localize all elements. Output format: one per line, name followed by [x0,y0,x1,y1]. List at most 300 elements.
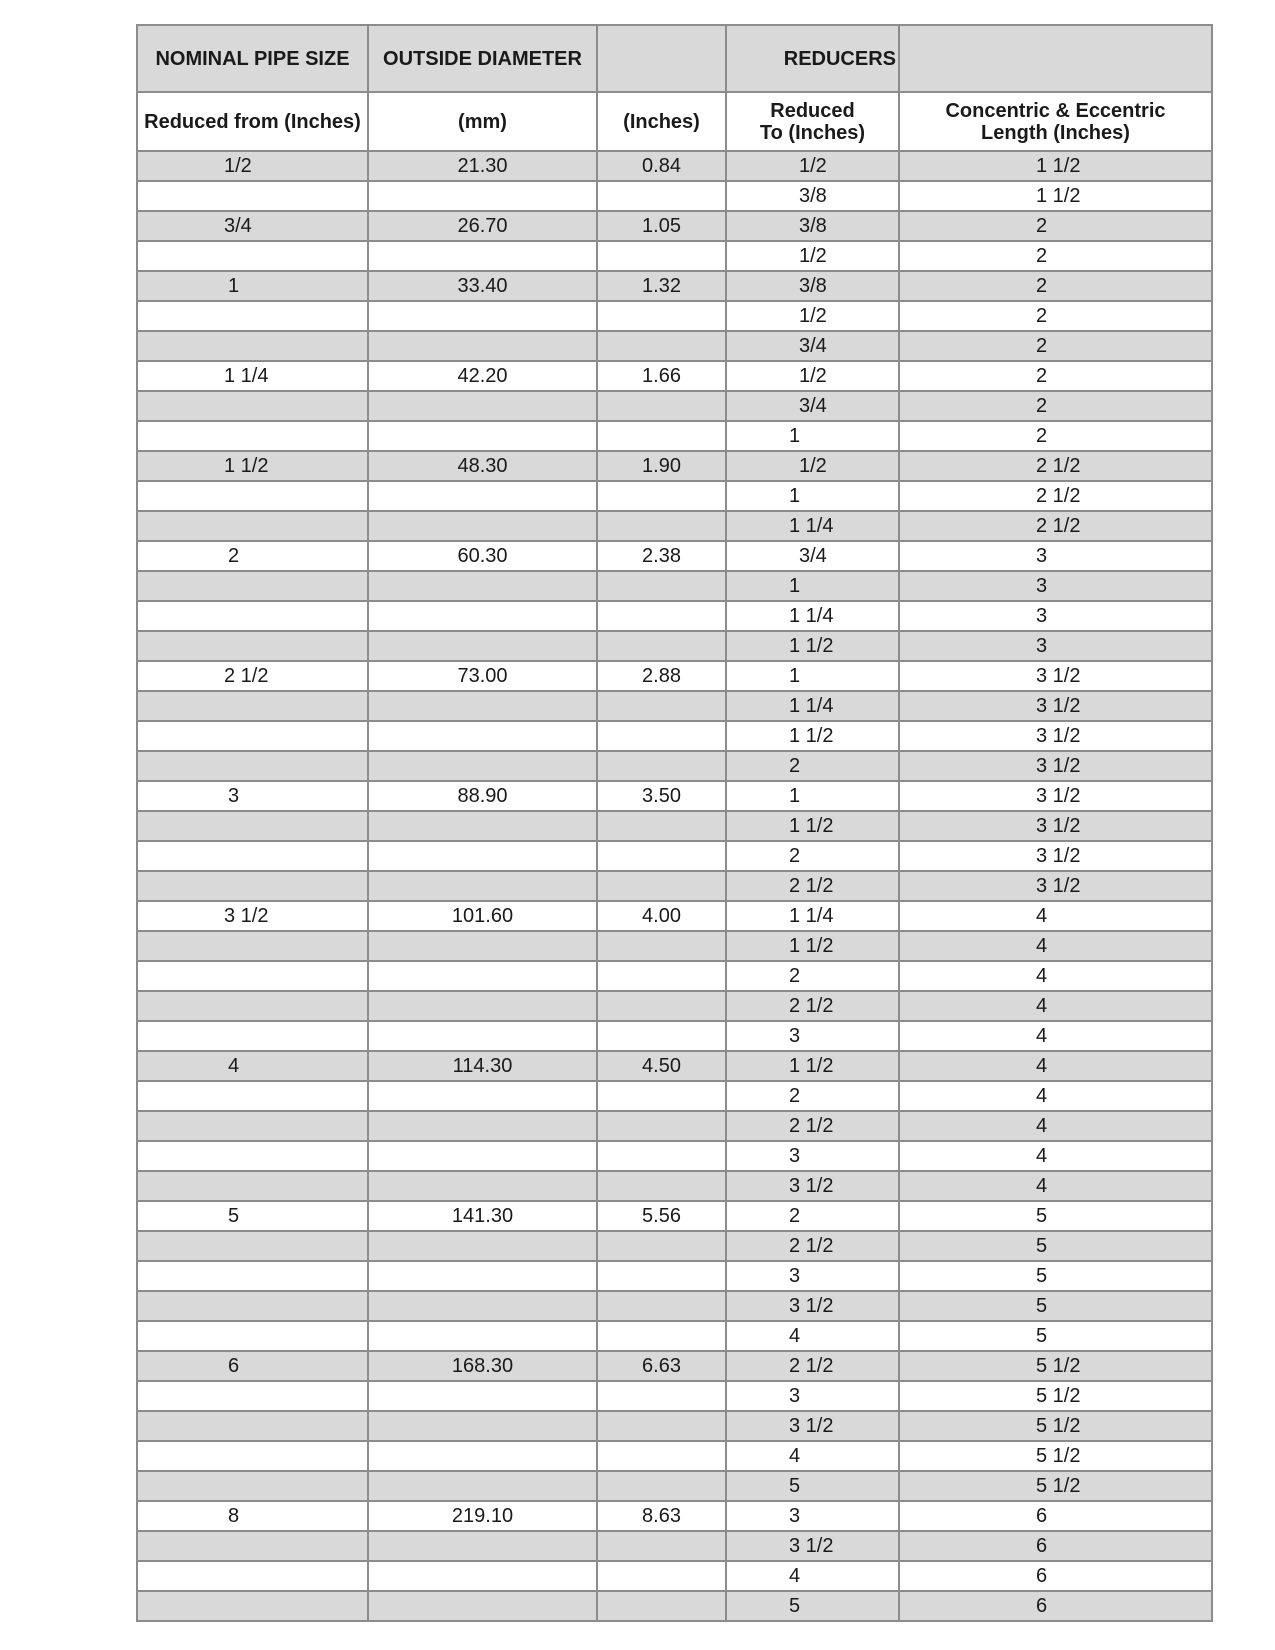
cell-od-inches: 1.05 [597,211,726,241]
cell-length: 3 [899,571,1212,601]
cell-length: 3 1/2 [899,751,1212,781]
table-row [137,991,1212,1021]
cell-reduced-from: 6 [137,1351,368,1381]
cell-od-inches [597,1471,726,1501]
cell-od-inches [597,1111,726,1141]
cell-od-mm [368,331,597,361]
cell-reduced-from [137,931,368,961]
cell-od-inches [597,421,726,451]
cell-length: 3 [899,601,1212,631]
cell-reduced-to: 3/4 [726,391,899,421]
cell-reduced-from [137,1471,368,1501]
table-row [137,1441,1212,1471]
table-row [137,481,1212,511]
cell-od-inches [597,961,726,991]
cell-od-mm: 88.90 [368,781,597,811]
cell-reduced-from: 1 1/2 [137,451,368,481]
table-row [137,1591,1212,1621]
table-row [137,571,1212,601]
cell-reduced-to: 3/4 [726,331,899,361]
cell-od-inches [597,691,726,721]
cell-reduced-from [137,301,368,331]
cell-length: 3 1/2 [899,721,1212,751]
cell-od-mm [368,1531,597,1561]
cell-od-mm [368,721,597,751]
cell-od-inches: 2.88 [597,661,726,691]
table-row [137,1561,1212,1591]
cell-length: 5 [899,1231,1212,1261]
cell-length: 5 [899,1321,1212,1351]
cell-reduced-from [137,1321,368,1351]
table-row [137,271,1212,301]
cell-od-mm: 114.30 [368,1051,597,1081]
cell-reduced-to: 2 1/2 [726,1231,899,1261]
cell-od-inches [597,1531,726,1561]
table-row [137,1411,1212,1441]
cell-od-inches: 4.00 [597,901,726,931]
table-row [137,1531,1212,1561]
cell-od-mm [368,1441,597,1471]
header-outside-diameter: OUTSIDE DIAMETER [368,25,597,92]
cell-reduced-from [137,1171,368,1201]
cell-reduced-to: 2 [726,1201,899,1231]
cell-reduced-to: 1/2 [726,151,899,181]
cell-od-inches: 0.84 [597,151,726,181]
cell-od-inches [597,391,726,421]
cell-reduced-from: 1 1/4 [137,361,368,391]
table-row [137,421,1212,451]
cell-od-inches [597,511,726,541]
cell-reduced-from [137,241,368,271]
table-row [137,211,1212,241]
cell-reduced-to: 1 1/2 [726,631,899,661]
cell-od-mm [368,1111,597,1141]
cell-reduced-from: 3 1/2 [137,901,368,931]
cell-reduced-to: 3 [726,1021,899,1051]
cell-length: 2 [899,391,1212,421]
header-length: Concentric & Eccentric Length (Inches) [899,92,1212,151]
table-row [137,331,1212,361]
table-row [137,541,1212,571]
cell-od-mm [368,1021,597,1051]
cell-od-inches [597,811,726,841]
cell-od-inches [597,1441,726,1471]
table-row [137,451,1212,481]
cell-od-mm [368,481,597,511]
cell-reduced-from: 4 [137,1051,368,1081]
table-row [137,1141,1212,1171]
cell-od-inches [597,181,726,211]
cell-reduced-to: 3/4 [726,541,899,571]
cell-od-mm [368,601,597,631]
cell-length: 3 [899,631,1212,661]
cell-reduced-from [137,571,368,601]
table-row [137,751,1212,781]
cell-reduced-to: 2 1/2 [726,871,899,901]
cell-length: 4 [899,961,1212,991]
header-reduced-to: Reduced To (Inches) [726,92,899,151]
table-row [137,151,1212,181]
cell-length: 3 1/2 [899,691,1212,721]
cell-od-inches: 8.63 [597,1501,726,1531]
cell-od-mm [368,1291,597,1321]
table-row [137,781,1212,811]
cell-reduced-from [137,1381,368,1411]
cell-reduced-to: 1 1/4 [726,601,899,631]
cell-od-mm: 219.10 [368,1501,597,1531]
cell-od-inches [597,331,726,361]
cell-od-mm: 48.30 [368,451,597,481]
cell-reduced-to: 4 [726,1441,899,1471]
cell-reduced-from [137,181,368,211]
cell-od-mm: 141.30 [368,1201,597,1231]
header-row-2 [137,92,1212,151]
table-row [137,901,1212,931]
cell-od-mm [368,1171,597,1201]
cell-reduced-to: 1/2 [726,361,899,391]
cell-od-inches [597,1381,726,1411]
cell-reduced-to: 3 1/2 [726,1411,899,1441]
cell-od-mm: 21.30 [368,151,597,181]
cell-reduced-from [137,421,368,451]
cell-reduced-from [137,391,368,421]
cell-length: 1 1/2 [899,151,1212,181]
cell-reduced-from [137,691,368,721]
cell-length: 6 [899,1531,1212,1561]
cell-od-mm [368,991,597,1021]
cell-length: 5 [899,1291,1212,1321]
cell-length: 4 [899,1081,1212,1111]
cell-od-inches [597,931,726,961]
cell-od-inches [597,571,726,601]
cell-od-mm: 33.40 [368,271,597,301]
cell-reduced-to: 1/2 [726,451,899,481]
table-row [137,931,1212,961]
cell-reduced-to: 2 [726,751,899,781]
cell-od-inches: 2.38 [597,541,726,571]
table-row [137,1231,1212,1261]
table-row [137,1471,1212,1501]
cell-reduced-to: 4 [726,1561,899,1591]
cell-reduced-to: 1 1/2 [726,931,899,961]
cell-od-inches [597,1291,726,1321]
cell-reduced-from [137,481,368,511]
table-row [137,1051,1212,1081]
table-row [137,1021,1212,1051]
reducer-dimensions-table [136,24,1213,1622]
cell-od-inches [597,631,726,661]
cell-od-inches: 1.66 [597,361,726,391]
cell-reduced-to: 2 [726,841,899,871]
cell-reduced-to: 3/8 [726,271,899,301]
cell-reduced-to: 4 [726,1321,899,1351]
cell-od-mm: 42.20 [368,361,597,391]
cell-length: 3 1/2 [899,841,1212,871]
table-row [137,631,1212,661]
cell-od-mm [368,751,597,781]
table-row [137,1171,1212,1201]
cell-od-mm [368,1321,597,1351]
cell-reduced-to: 1/2 [726,301,899,331]
table-row [137,871,1212,901]
cell-length: 5 1/2 [899,1441,1212,1471]
cell-reduced-to: 1 1/2 [726,721,899,751]
cell-od-mm [368,871,597,901]
cell-reduced-from [137,1261,368,1291]
cell-reduced-from [137,1111,368,1141]
cell-od-mm [368,931,597,961]
cell-reduced-to: 2 1/2 [726,1351,899,1381]
header-blank-1 [597,25,726,92]
cell-length: 6 [899,1561,1212,1591]
cell-reduced-from [137,721,368,751]
cell-length: 2 1/2 [899,481,1212,511]
cell-od-inches [597,1141,726,1171]
table-row [137,691,1212,721]
cell-length: 3 1/2 [899,781,1212,811]
cell-od-inches [597,1231,726,1261]
cell-reduced-to: 3 1/2 [726,1171,899,1201]
cell-od-inches [597,991,726,1021]
cell-od-inches: 5.56 [597,1201,726,1231]
cell-length: 3 1/2 [899,871,1212,901]
cell-reduced-to: 1 [726,421,899,451]
header-inches: (Inches) [597,92,726,151]
table-row [137,961,1212,991]
table-row [137,841,1212,871]
cell-od-mm [368,811,597,841]
cell-reduced-to: 3/8 [726,211,899,241]
cell-od-mm: 168.30 [368,1351,597,1381]
cell-od-mm [368,421,597,451]
cell-length: 4 [899,931,1212,961]
cell-reduced-to: 3 1/2 [726,1531,899,1561]
cell-reduced-from: 1 [137,271,368,301]
cell-reduced-to: 3 [726,1381,899,1411]
cell-length: 5 1/2 [899,1471,1212,1501]
cell-od-mm: 73.00 [368,661,597,691]
cell-reduced-from: 1/2 [137,151,368,181]
cell-od-mm [368,1381,597,1411]
table-row [137,601,1212,631]
cell-reduced-from [137,1561,368,1591]
cell-od-inches [597,1591,726,1621]
cell-od-inches [597,1261,726,1291]
header-mm: (mm) [368,92,597,151]
cell-od-inches [597,841,726,871]
cell-reduced-to: 2 [726,961,899,991]
cell-reduced-from [137,601,368,631]
cell-length: 6 [899,1501,1212,1531]
cell-od-mm [368,1411,597,1441]
cell-od-mm [368,961,597,991]
cell-od-mm [368,631,597,661]
cell-reduced-to: 1/2 [726,241,899,271]
cell-reduced-from [137,811,368,841]
cell-od-inches [597,871,726,901]
cell-reduced-to: 5 [726,1591,899,1621]
cell-reduced-to: 1 1/4 [726,691,899,721]
cell-od-inches: 1.32 [597,271,726,301]
cell-reduced-from [137,1291,368,1321]
cell-length: 4 [899,1171,1212,1201]
header-reduced-from: Reduced from (Inches) [137,92,368,151]
cell-od-mm [368,391,597,421]
cell-length: 4 [899,901,1212,931]
table-row [137,1291,1212,1321]
cell-length: 3 [899,541,1212,571]
cell-od-inches [597,751,726,781]
cell-od-mm [368,1591,597,1621]
table-row [137,1501,1212,1531]
cell-reduced-from [137,751,368,781]
cell-reduced-to: 1 [726,481,899,511]
cell-reduced-from: 3/4 [137,211,368,241]
cell-reduced-to: 1 [726,781,899,811]
cell-length: 2 [899,361,1212,391]
header-row-1 [137,25,1212,92]
header-reducers: REDUCERS [726,25,899,92]
cell-length: 4 [899,991,1212,1021]
table-row [137,1381,1212,1411]
cell-od-inches [597,1321,726,1351]
cell-reduced-from [137,871,368,901]
cell-reduced-to: 2 1/2 [726,991,899,1021]
cell-length: 5 [899,1201,1212,1231]
table-row [137,181,1212,211]
cell-reduced-from [137,1231,368,1261]
cell-reduced-from [137,991,368,1021]
table-row [137,361,1212,391]
cell-reduced-from [137,1411,368,1441]
cell-od-inches: 6.63 [597,1351,726,1381]
cell-reduced-to: 3/8 [726,181,899,211]
cell-reduced-to: 3 [726,1501,899,1531]
cell-reduced-to: 1 1/4 [726,901,899,931]
table-row [137,301,1212,331]
table-row [137,811,1212,841]
table-row [137,1111,1212,1141]
cell-reduced-to: 1 1/4 [726,511,899,541]
cell-length: 3 1/2 [899,811,1212,841]
cell-reduced-from [137,631,368,661]
cell-reduced-to: 1 1/2 [726,811,899,841]
cell-od-mm [368,241,597,271]
cell-od-mm [368,1261,597,1291]
cell-length: 2 [899,421,1212,451]
cell-length: 3 1/2 [899,661,1212,691]
cell-reduced-from: 5 [137,1201,368,1231]
cell-reduced-from: 3 [137,781,368,811]
cell-od-mm: 26.70 [368,211,597,241]
cell-length: 2 1/2 [899,511,1212,541]
cell-od-inches [597,721,726,751]
cell-od-inches [597,1081,726,1111]
cell-length: 4 [899,1051,1212,1081]
table-row [137,241,1212,271]
table-row [137,1351,1212,1381]
cell-od-inches [597,241,726,271]
cell-od-inches [597,1171,726,1201]
cell-length: 2 [899,301,1212,331]
cell-reduced-from: 2 [137,541,368,571]
cell-reduced-to: 5 [726,1471,899,1501]
cell-length: 2 [899,331,1212,361]
table-row [137,1321,1212,1351]
header-nominal-pipe-size: NOMINAL PIPE SIZE [137,25,368,92]
cell-reduced-from [137,331,368,361]
cell-od-mm [368,1081,597,1111]
cell-length: 5 1/2 [899,1351,1212,1381]
table-row [137,1261,1212,1291]
cell-reduced-from [137,961,368,991]
cell-reduced-from [137,1591,368,1621]
cell-length: 1 1/2 [899,181,1212,211]
cell-length: 2 [899,271,1212,301]
cell-od-inches: 3.50 [597,781,726,811]
cell-length: 5 [899,1261,1212,1291]
cell-od-mm [368,301,597,331]
cell-od-inches [597,481,726,511]
cell-reduced-to: 1 [726,571,899,601]
header-blank-2 [899,25,1212,92]
cell-od-mm [368,691,597,721]
cell-reduced-from [137,1531,368,1561]
table-row [137,721,1212,751]
cell-od-mm [368,1141,597,1171]
cell-od-mm [368,1471,597,1501]
cell-length: 2 [899,211,1212,241]
table-row [137,1201,1212,1231]
cell-od-mm [368,1231,597,1261]
cell-od-mm [368,511,597,541]
cell-od-inches [597,1411,726,1441]
cell-reduced-from: 8 [137,1501,368,1531]
cell-length: 4 [899,1111,1212,1141]
cell-reduced-from [137,1141,368,1171]
cell-length: 5 1/2 [899,1411,1212,1441]
table-body [137,25,1212,1621]
cell-reduced-from [137,1081,368,1111]
cell-length: 5 1/2 [899,1381,1212,1411]
cell-reduced-to: 2 [726,1081,899,1111]
cell-reduced-from [137,1441,368,1471]
cell-reduced-to: 2 1/2 [726,1111,899,1141]
cell-reduced-to: 3 1/2 [726,1291,899,1321]
cell-reduced-from [137,511,368,541]
cell-reduced-from: 2 1/2 [137,661,368,691]
cell-od-inches: 1.90 [597,451,726,481]
cell-od-mm [368,571,597,601]
cell-od-inches [597,301,726,331]
cell-reduced-from [137,841,368,871]
cell-length: 6 [899,1591,1212,1621]
cell-od-mm [368,841,597,871]
cell-reduced-to: 3 [726,1261,899,1291]
cell-od-inches [597,1021,726,1051]
cell-od-inches [597,1561,726,1591]
cell-od-inches: 4.50 [597,1051,726,1081]
cell-od-mm [368,1561,597,1591]
cell-reduced-to: 3 [726,1141,899,1171]
cell-od-mm: 60.30 [368,541,597,571]
cell-length: 4 [899,1021,1212,1051]
cell-length: 4 [899,1141,1212,1171]
cell-reduced-from [137,1021,368,1051]
table-row [137,511,1212,541]
table-row [137,391,1212,421]
table-row [137,1081,1212,1111]
